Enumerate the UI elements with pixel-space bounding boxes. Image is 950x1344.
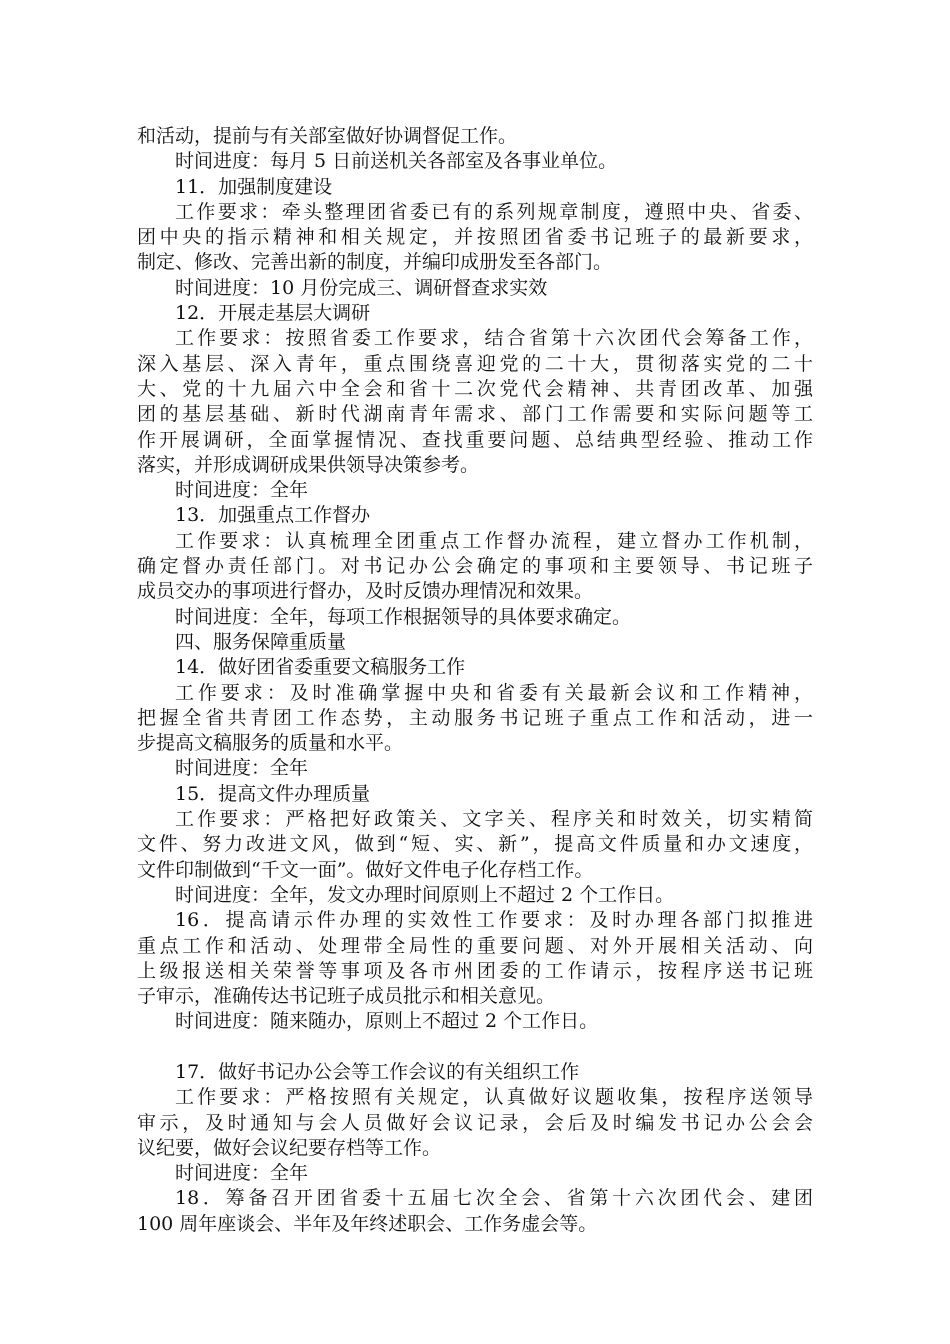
text-line: 子审示，准确传达书记班子成员批示和相关意见。 <box>137 985 556 1008</box>
text-line: 重点工作和活动、处理带全局性的重要问题、对外开展相关活动、向 <box>137 934 813 957</box>
section-heading: 14．做好团省委重要文稿服务工作 <box>175 656 466 679</box>
text-line: 工作要求：严格把好政策关、文字关、程序关和时效关，切实精简 <box>175 808 813 831</box>
text-line: 团的基层基础、新时代湖南青年需求、部门工作需要和实际问题等工 <box>137 403 813 426</box>
blank-line <box>137 1035 813 1060</box>
text-line: 文件、努力改进文风，做到“短、实、新”，提高文件质量和办文速度， <box>137 833 813 856</box>
section-heading: 11．加强制度建设 <box>175 175 333 198</box>
text-line: 步提高文稿服务的质量和水平。 <box>137 732 404 755</box>
text-line: 审示，及时通知与会人员做好会议记录，会后及时编发书记办公会会 <box>137 1111 813 1134</box>
section-heading: 15．提高文件办理质量 <box>175 782 371 805</box>
text-line: 工作要求：按照省委工作要求，结合省第十六次团代会筹备工作， <box>175 327 813 350</box>
text-line: 时间进度：10 月份完成三、调研督查求实效 <box>175 276 548 299</box>
text-line: 时间进度：全年 <box>175 479 309 502</box>
text-line: 时间进度：全年 <box>175 757 309 780</box>
text-line: 确定督办责任部门。对书记办公会确定的事项和主要领导、书记班子 <box>137 555 813 578</box>
text-line: 时间进度：全年，每项工作根据领导的具体要求确定。 <box>175 605 632 628</box>
text-line: 文件印制做到“千文一面”。做好文件电子化存档工作。 <box>137 858 594 881</box>
text-line: 把握全省共青团工作态势，主动服务书记班子重点工作和活动，进一 <box>137 706 813 729</box>
text-line: 工作要求：牵头整理团省委已有的系列规章制度，遵照中央、省委、 <box>175 200 813 223</box>
text-line: 100 周年座谈会、半年及年终述职会、工作务虚会等。 <box>137 1212 598 1235</box>
document-body <box>137 124 813 1237</box>
text-line: 议纪要，做好会议纪要存档等工作。 <box>137 1136 442 1159</box>
text-line: 工作要求：及时准确掌握中央和省委有关最新会议和工作精神， <box>175 681 813 704</box>
section-heading: 17．做好书记办公会等工作会议的有关组织工作 <box>175 1060 580 1083</box>
section-heading: 四、服务保障重质量 <box>175 630 347 653</box>
section-heading: 13．加强重点工作督办 <box>175 504 371 527</box>
section-heading: 12．开展走基层大调研 <box>175 302 371 325</box>
text-line: 工作要求：认真梳理全团重点工作督办流程，建立督办工作机制， <box>175 529 813 552</box>
text-line: 时间进度：全年 <box>175 1162 309 1185</box>
text-line: 大、党的十九届六中全会和省十二次党代会精神、共青团改革、加强 <box>137 377 813 400</box>
text-line: 成员交办的事项进行督办，及时反馈办理情况和效果。 <box>137 580 594 603</box>
text-line: 作开展调研，全面掌握情况、查找重要问题、总结典型经验、推动工作 <box>137 428 813 451</box>
section-heading: 16．提高请示件办理的实效性工作要求：及时办理各部门拟推进 <box>175 909 813 932</box>
text-line: 落实，并形成调研成果供领导决策参考。 <box>137 453 480 476</box>
text-line: 上级报送相关荣誉等事项及各市州团委的工作请示，按程序送书记班 <box>137 959 813 982</box>
text-line: 深入基层、深入青年，重点围绕喜迎党的二十大，贯彻落实党的二十 <box>137 352 813 375</box>
section-heading: 18．筹备召开团省委十五届七次全会、省第十六次团代会、建团 <box>175 1187 813 1210</box>
text-line: 时间进度：全年，发文办理时间原则上不超过 2 个工作日。 <box>175 883 675 906</box>
text-line: 和活动，提前与有关部室做好协调督促工作。 <box>137 125 518 147</box>
text-line: 时间进度：随来随办，原则上不超过 2 个工作日。 <box>175 1010 599 1033</box>
text-line: 制定、修改、完善出新的制度，并编印成册发至各部门。 <box>137 251 613 274</box>
text-line: 团中央的指示精神和相关规定，并按照团省委书记班子的最新要求， <box>137 226 813 249</box>
text-line: 工作要求：严格按照有关规定，认真做好议题收集，按程序送领导 <box>175 1086 813 1109</box>
text-line: 时间进度：每月 5 日前送机关各部室及各事业单位。 <box>175 150 618 173</box>
